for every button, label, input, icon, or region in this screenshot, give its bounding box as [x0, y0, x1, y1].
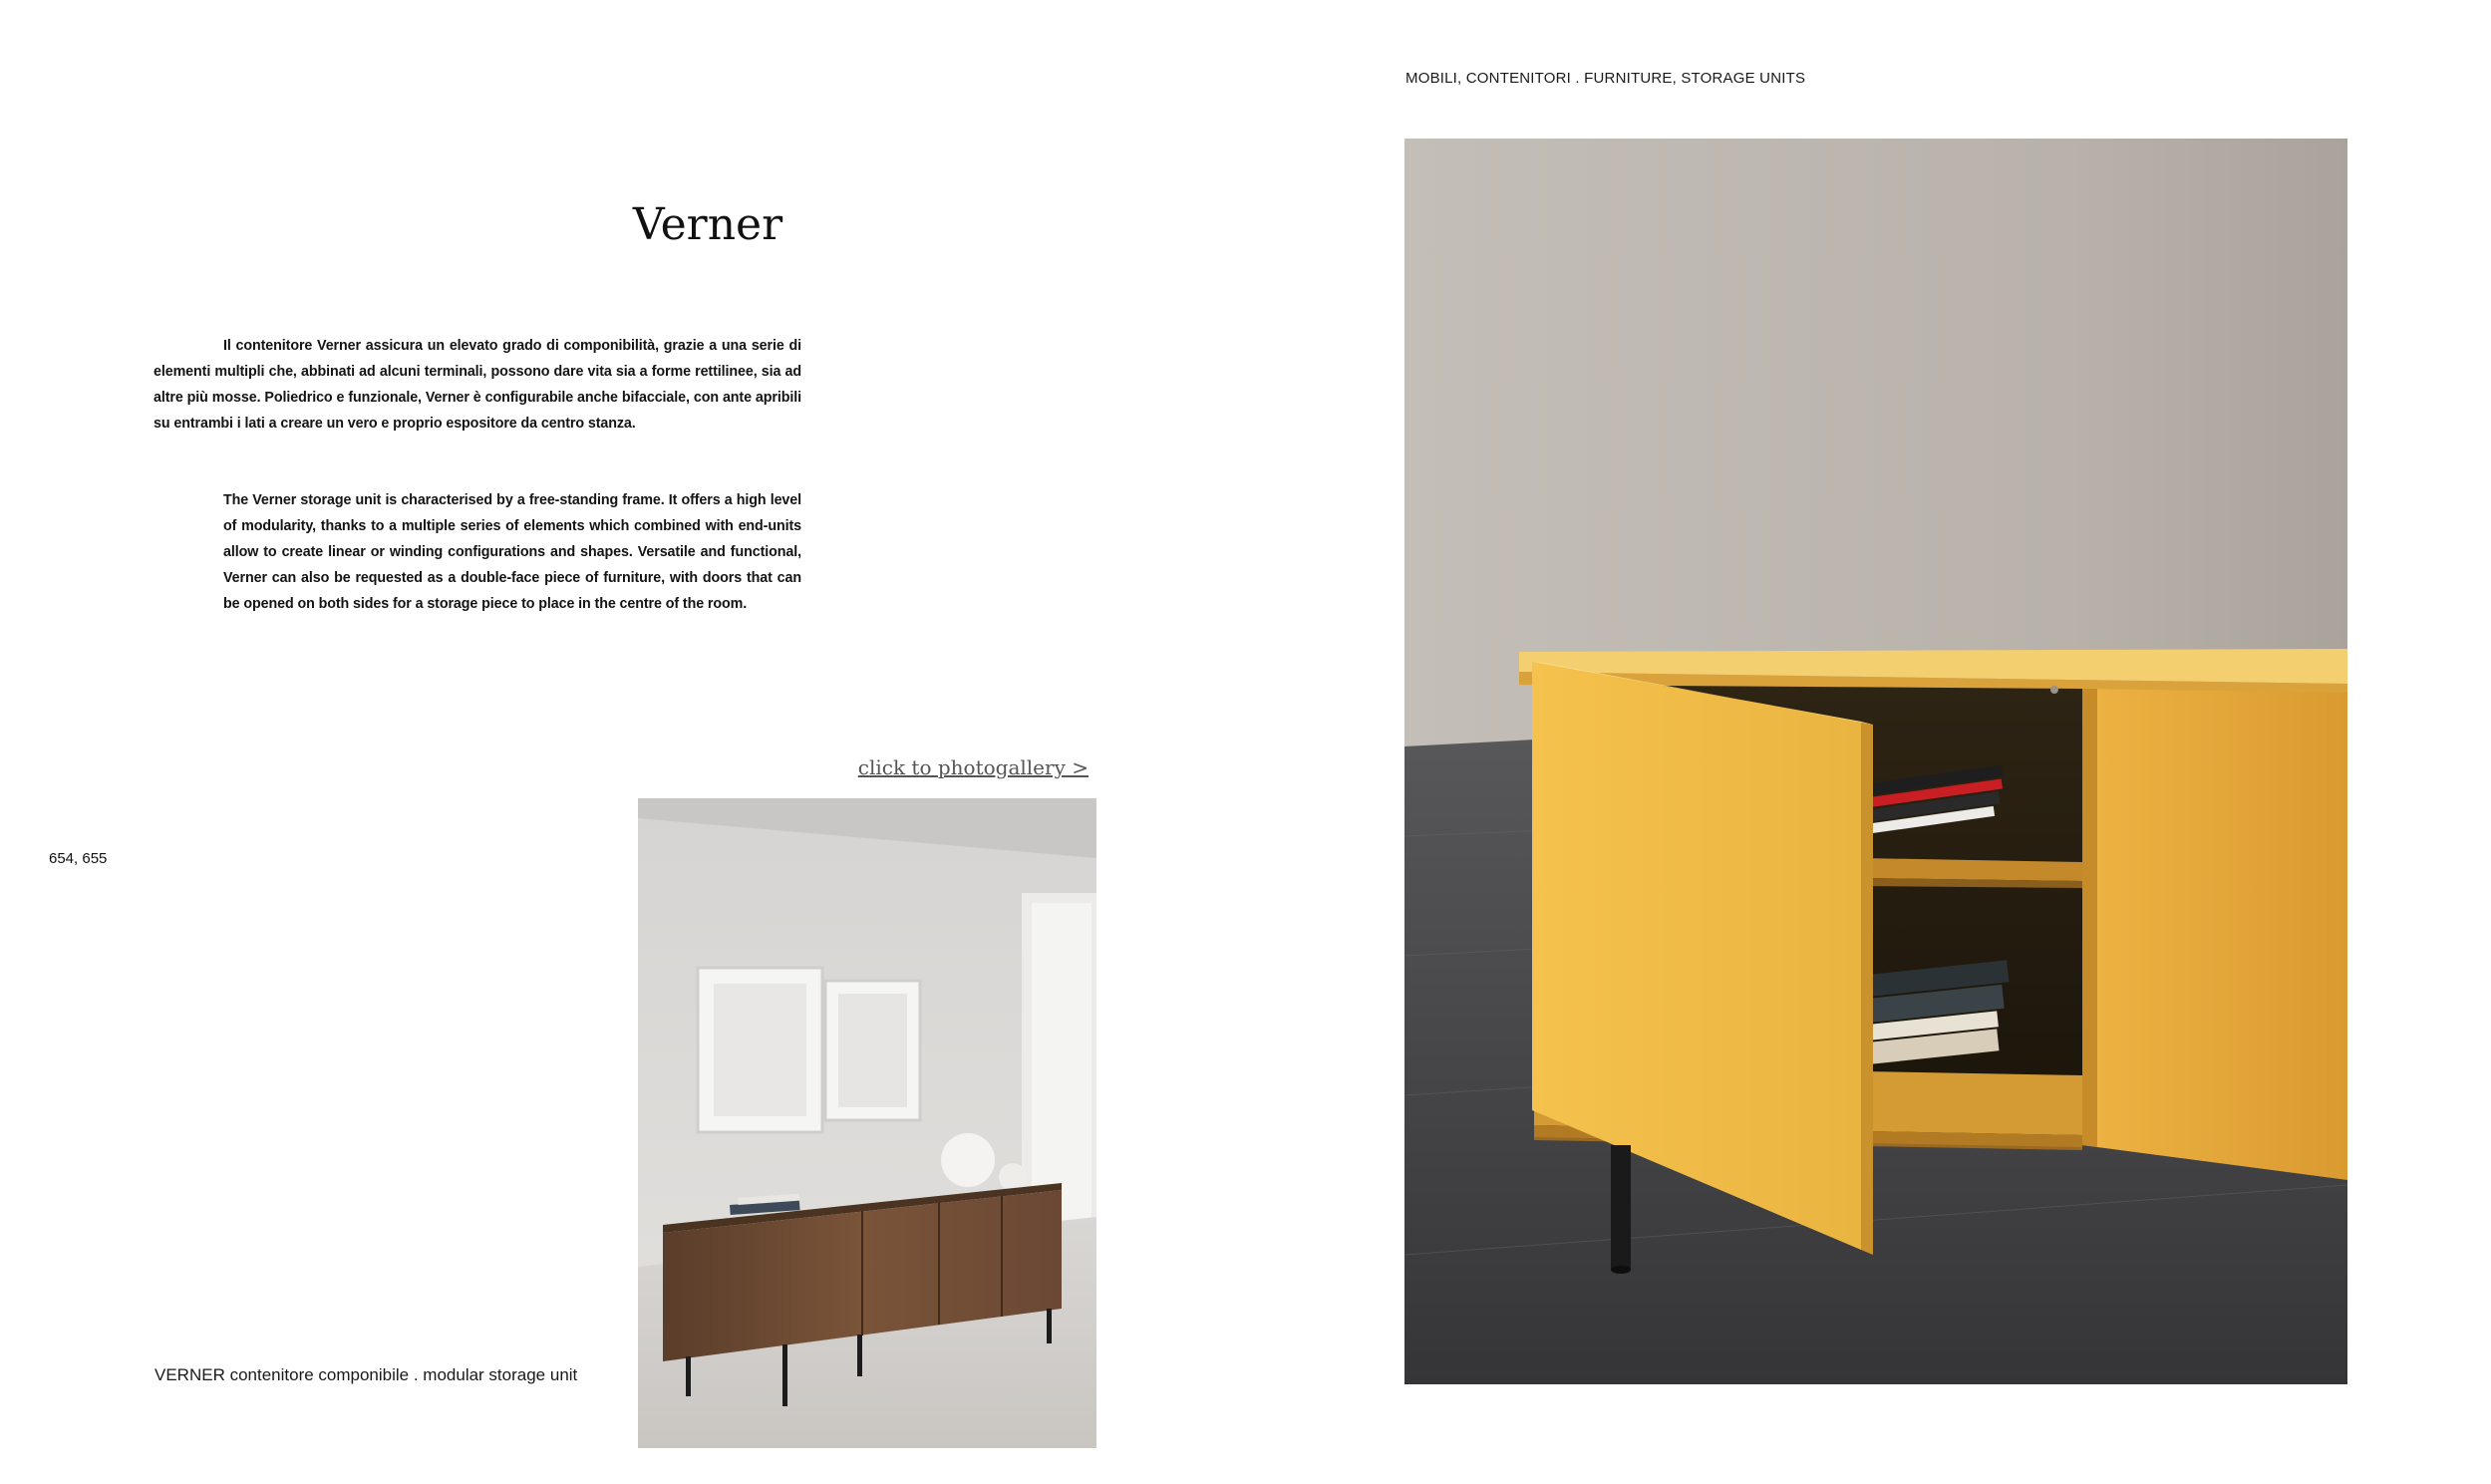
photo-yellow-storage-unit[interactable] [1404, 139, 2347, 1384]
description-english: The Verner storage unit is characterised by a free-standing frame. It offers a high level of modularity, thanks to a multiple series of elements which combined with end-units allow to create linear or winding configurations and shapes. Versatile and functional, Verner can also be requested as a double-face piece of furniture, with doors that can be opened on both sides for a storage piece to place in the centre of the room. [223, 492, 801, 612]
product-caption: VERNER contenitore componibile . modular storage unit [155, 1365, 578, 1384]
category-header: MOBILI, CONTENITORI . FURNITURE, STORAGE UNITS [1405, 70, 1806, 87]
walnut-sideboard-illustration [638, 798, 1096, 1448]
photo-walnut-sideboard[interactable] [638, 798, 1096, 1448]
photogallery-link[interactable]: click to photogallery > [857, 755, 1089, 779]
yellow-storage-unit-illustration [1404, 139, 2347, 1384]
description-italian: Il contenitore Verner assicura un elevato grado di componibilità, grazie a una serie di elementi multipli che, abbinati ad alcuni terminali, possono dare vita sia a forme rettilinee, sia ad altre più mosse. Poliedrico e funzionale, Verner è configurabile anche bifacciale, con ante apribili su entrambi i lati a creare un vero e proprio espositore da centro stanza. [154, 338, 801, 432]
page-numbers: 654, 655 [49, 850, 108, 867]
product-title: Verner [632, 199, 783, 250]
